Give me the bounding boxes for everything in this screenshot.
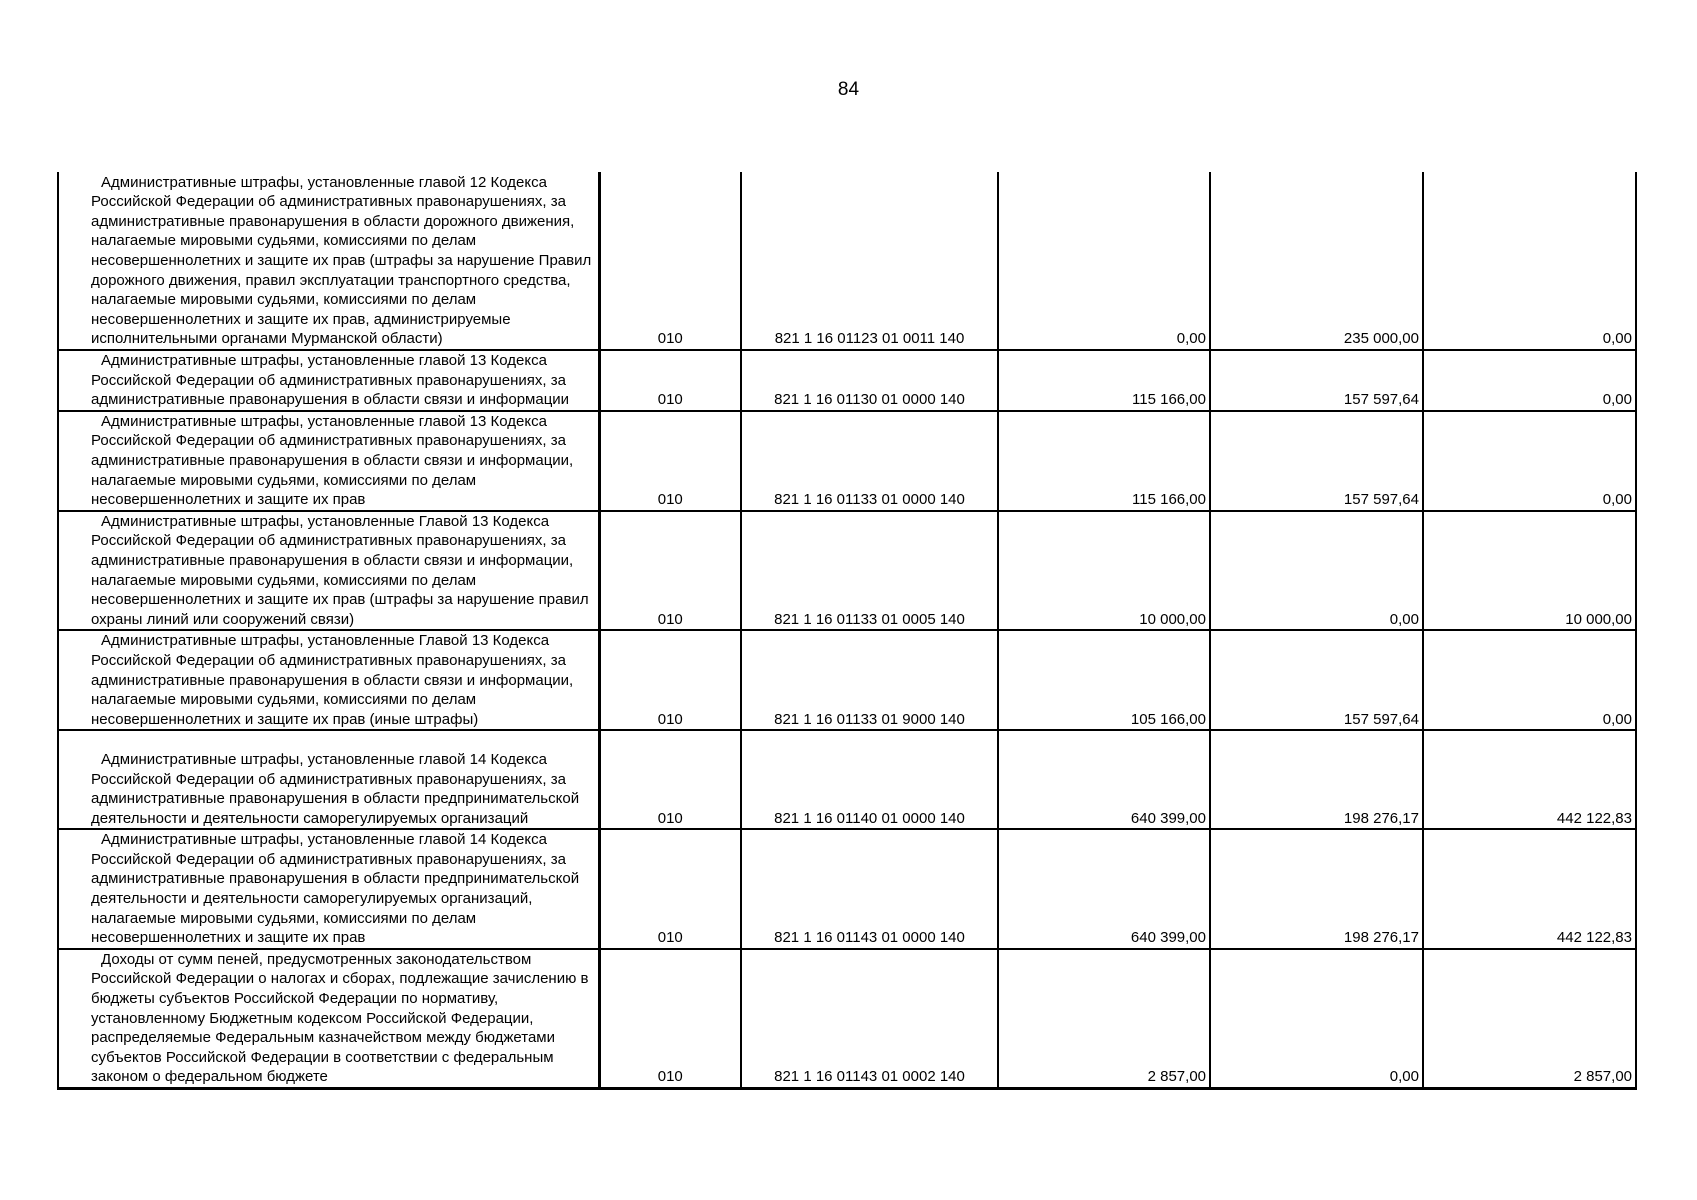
- row-code-cell: 010: [599, 172, 741, 350]
- row-code-cell: 010: [599, 730, 741, 829]
- table-row: [58, 630, 1636, 730]
- row-name-cell: [58, 630, 599, 730]
- row-value-3: 442 122,83: [1423, 829, 1636, 949]
- table-row: [58, 730, 1636, 829]
- row-value-1: 115 166,00: [998, 411, 1210, 511]
- row-value-1: 640 399,00: [998, 829, 1210, 949]
- row-value-2: 235 000,00: [1210, 172, 1423, 350]
- row-name-cell: [58, 411, 599, 511]
- row-value-2: 157 597,64: [1210, 630, 1423, 730]
- row-name: Административные штрафы, установленные Главой 13 Кодекса Российской Федерации об административных правонарушениях, за административные правонарушения в области связи и информации, налагаемые мировыми судьями, комиссиями по делам несовершеннолетних и защите их прав (иные штрафы): [91, 632, 574, 728]
- row-value-1: 115 166,00: [998, 350, 1210, 411]
- row-value-1: 0,00: [998, 172, 1210, 350]
- row-code-cell: 010: [599, 411, 741, 511]
- row-code-cell: 010: [599, 350, 741, 411]
- row-value-3: 0,00: [1423, 630, 1636, 730]
- row-name-cell: [58, 350, 599, 411]
- row-value-2: 0,00: [1210, 949, 1423, 1089]
- row-kbk-cell: 821 1 16 01133 01 9000 140: [741, 630, 998, 730]
- row-kbk-cell: 821 1 16 01123 01 0011 140: [741, 172, 998, 350]
- row-code-cell: 010: [599, 949, 741, 1089]
- table-row: [58, 172, 1636, 350]
- row-value-2: 198 276,17: [1210, 829, 1423, 949]
- row-name-cell: [58, 172, 599, 350]
- table-row: [58, 829, 1636, 949]
- row-kbk-cell: 821 1 16 01133 01 0000 140: [741, 411, 998, 511]
- row-name: Административные штрафы, установленные главой 14 Кодекса Российской Федерации об административных правонарушениях, за административные правонарушения в области предпринимательской деятельности и деятельности саморегулируемых организаций, налагаемые мировыми судьями, комиссиями по делам несовершеннолетних и защите их прав: [91, 831, 580, 947]
- row-code-cell: 010: [599, 630, 741, 730]
- row-name: Административные штрафы, установленные главой 14 Кодекса Российской Федерации об административных правонарушениях, за административные правонарушения в области предпринимательской деятельности и деятельности саморегулируемых организаций: [91, 750, 580, 827]
- row-value-1: 640 399,00: [998, 730, 1210, 829]
- row-value-3: 2 857,00: [1423, 949, 1636, 1089]
- row-value-3: 0,00: [1423, 411, 1636, 511]
- revenue-table: [57, 172, 1637, 1090]
- table-row: [58, 511, 1636, 631]
- row-kbk-cell: 821 1 16 01133 01 0005 140: [741, 511, 998, 631]
- row-name: Доходы от сумм пеней, предусмотренных законодательством Российской Федерации о налогах и сборах, подлежащие зачислению в бюджеты субъектов Российской Федерации по нормативу, установленному Бюджетным кодексом Российской Федерации, распределяемые Федеральным казначейством между бюджетами субъектов Российской Федерации в соответствии с федеральным законом о федеральном бюджете: [91, 950, 589, 1086]
- row-name: Административные штрафы, установленные главой 13 Кодекса Российской Федерации об административных правонарушениях, за административные правонарушения в области связи и информации, налагаемые мировыми судьями, комиссиями по делам несовершеннолетних и защите их прав: [91, 412, 574, 509]
- table-row: [58, 350, 1636, 411]
- row-name: Административные штрафы, установленные Главой 13 Кодекса Российской Федерации об административных правонарушениях, за административные правонарушения в области связи и информации, налагаемые мировыми судьями, комиссиями по делам несовершеннолетних и защите их прав (штрафы за нарушение правил охраны линий или сооружений связи): [91, 512, 589, 628]
- row-value-2: 157 597,64: [1210, 411, 1423, 511]
- row-value-2: 0,00: [1210, 511, 1423, 631]
- row-name: Административные штрафы, установленные главой 13 Кодекса Российской Федерации об административных правонарушениях, за административные правонарушения в области связи и информации: [91, 352, 570, 409]
- row-kbk-cell: 821 1 16 01130 01 0000 140: [741, 350, 998, 411]
- row-value-3: 0,00: [1423, 350, 1636, 411]
- row-name-cell: [58, 511, 599, 631]
- row-name: Административные штрафы, установленные главой 12 Кодекса Российской Федерации об административных правонарушениях, за административные правонарушения в области дорожного движения, налагаемые мировыми судьями, комиссиями по делам несовершеннолетних и защите их прав (штрафы за нарушение Правил дорожного движения, правил эксплуатации транспортного средства, налагаемые мировыми судьями, комиссиями по делам несовершеннолетних и защите их прав, администрируемые исполнительными органами Мурманской области): [91, 173, 592, 348]
- row-kbk-cell: 821 1 16 01143 01 0002 140: [741, 949, 998, 1089]
- row-value-1: 10 000,00: [998, 511, 1210, 631]
- row-code-cell: 010: [599, 829, 741, 949]
- row-value-2: 198 276,17: [1210, 730, 1423, 829]
- row-kbk-cell: 821 1 16 01140 01 0000 140: [741, 730, 998, 829]
- row-kbk-cell: 821 1 16 01143 01 0000 140: [741, 829, 998, 949]
- row-name-cell: [58, 949, 599, 1089]
- row-name-cell: [58, 730, 599, 829]
- row-value-3: 442 122,83: [1423, 730, 1636, 829]
- row-value-1: 2 857,00: [998, 949, 1210, 1089]
- row-value-1: 105 166,00: [998, 630, 1210, 730]
- row-name-cell: [58, 829, 599, 949]
- row-value-3: 0,00: [1423, 172, 1636, 350]
- row-value-2: 157 597,64: [1210, 350, 1423, 411]
- page-number: 84: [837, 79, 860, 100]
- row-code-cell: 010: [599, 511, 741, 631]
- table-row: [58, 949, 1636, 1089]
- row-value-3: 10 000,00: [1423, 511, 1636, 631]
- table-row: [58, 411, 1636, 511]
